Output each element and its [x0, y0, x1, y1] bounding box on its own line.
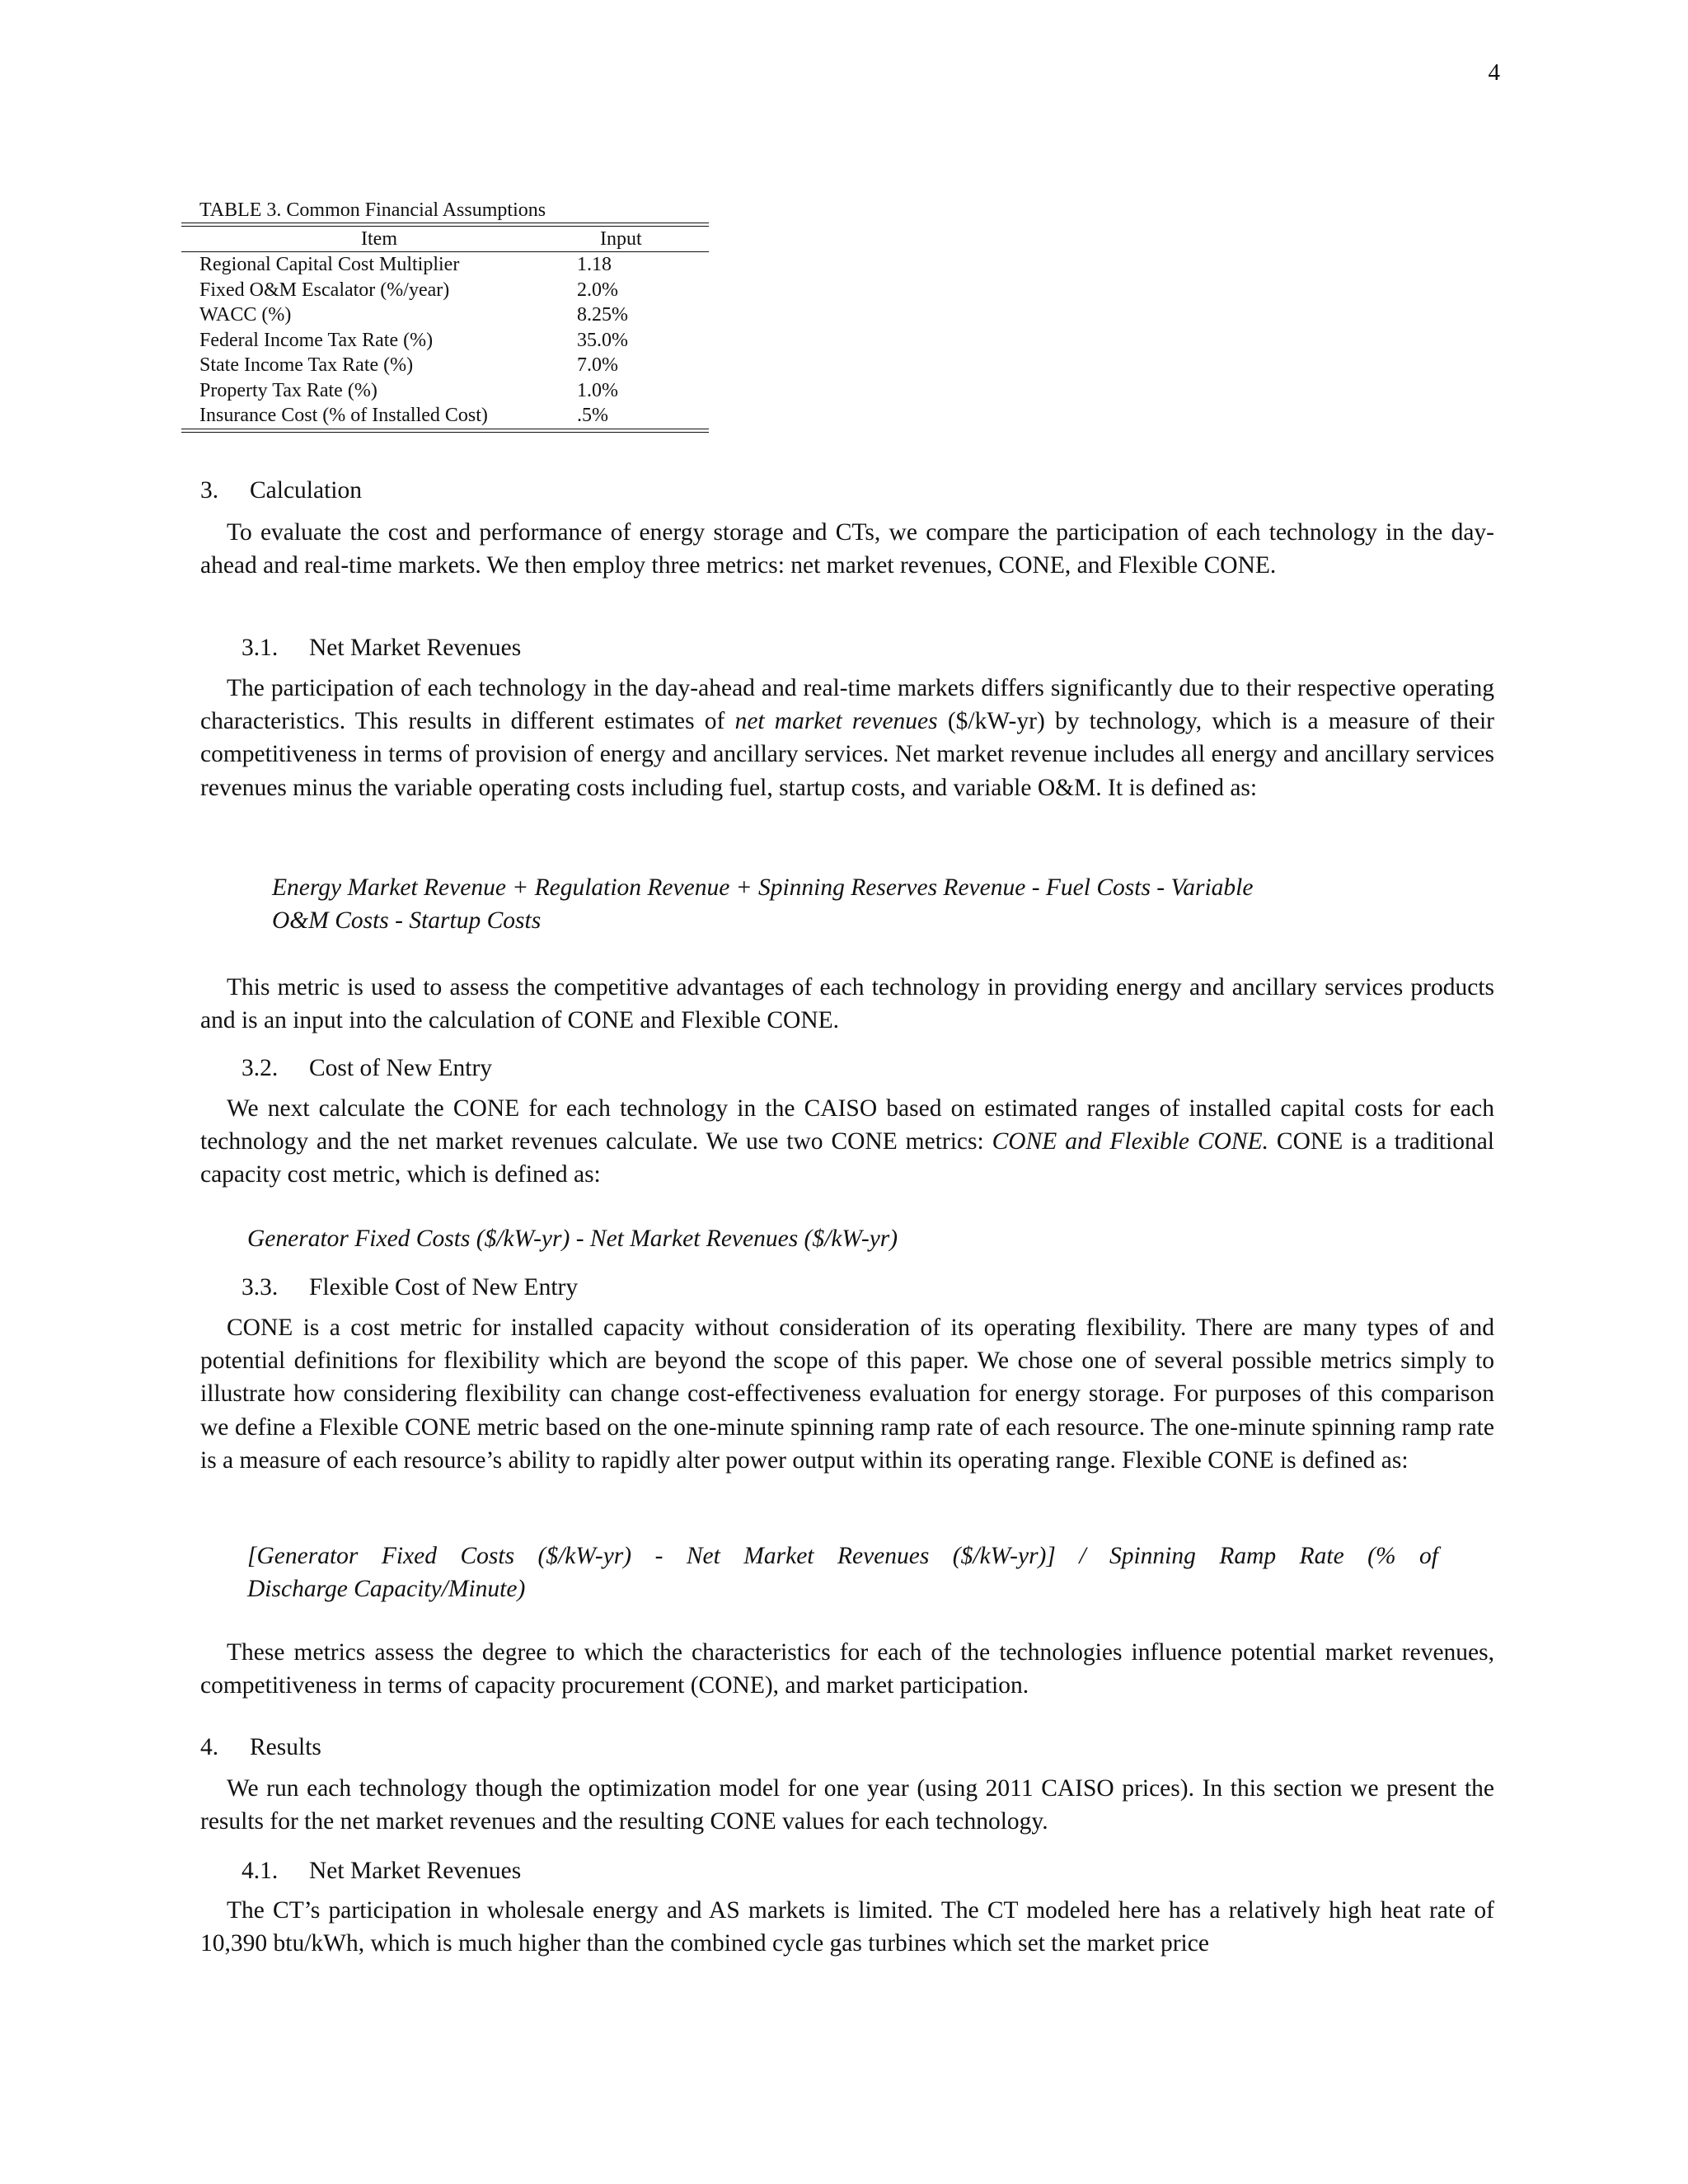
- row-item: State Income Tax Rate (%): [199, 354, 414, 376]
- row-item: Fixed O&M Escalator (%/year): [199, 279, 450, 301]
- row-input: 8.25%: [577, 304, 628, 326]
- row-item: Regional Capital Cost Multiplier: [199, 254, 460, 275]
- table-row: [181, 403, 709, 429]
- section-3-3-paragraph-2: These metrics assess the degree to which the characteristics for each of the technologies influence potential market revenues, competitiveness in terms of capacity procurement (CONE), and market participation.: [200, 1639, 1494, 1699]
- section-4-paragraph: We run each technology though the optimization model for one year (using 2011 CAISO prices). In this section we present the results for the net market revenues and the resulting CONE values for each technology.: [200, 1775, 1494, 1835]
- table-row: [181, 252, 709, 278]
- section-3-2-paragraph: We next calculate the CONE for each technology in the CAISO based on estimated ranges of installed capital costs for each technology and the net market revenues calculate. We use two CONE metrics: CONE and Flexible CONE. CONE is a traditional capacity cost metric, which is defined as:: [200, 1095, 1494, 1188]
- section-heading-3-3: 3.3. Flexible Cost of New Entry: [241, 1274, 579, 1301]
- net-market-revenue-equation: Energy Market Revenue + Regulation Revenue + Spinning Reserves Revenue - Fuel Costs - Variable O&M Costs - Startup Costs: [272, 874, 1254, 935]
- row-item: Property Tax Rate (%): [199, 379, 377, 401]
- table-caption: TABLE 3. Common Financial Assumptions: [199, 199, 546, 221]
- row-input: 1.18: [577, 254, 612, 275]
- row-input: .5%: [577, 405, 608, 426]
- cone-equation: Generator Fixed Costs ($/kW-yr) - Net Market Revenues ($/kW-yr): [247, 1226, 898, 1252]
- section-heading-4: 4. Results: [200, 1734, 321, 1760]
- page-number: 4: [1488, 59, 1500, 86]
- table-row: [181, 278, 709, 303]
- row-input: 1.0%: [577, 379, 618, 401]
- table-row: [181, 378, 709, 404]
- table-row: [181, 328, 709, 354]
- section-heading-4-1: 4.1. Net Market Revenues: [241, 1858, 522, 1884]
- row-input: 7.0%: [577, 354, 618, 376]
- table-header-row: [181, 227, 709, 252]
- section-3-3-paragraph: CONE is a cost metric for installed capacity without consideration of its operating flexibility. There are many types of and potential definitions for flexibility which are beyond the scope of this paper. We chose one of several possible metrics simply to illustrate how considering flexibility can change cost-effectiveness evaluation for energy storage. For purposes of this comparison we define a Flexible CONE metric based on the one-minute spinning ramp rate of each resource. The one-minute spinning ramp rate is a measure of each resource’s ability to rapidly alter power output within its operating range. Flexible CONE is defined as:: [200, 1315, 1494, 1474]
- row-input: 35.0%: [577, 329, 628, 351]
- financial-assumptions-table: [181, 198, 709, 433]
- table-row: [181, 353, 709, 378]
- row-item: Federal Income Tax Rate (%): [199, 329, 434, 351]
- row-item: Insurance Cost (% of Installed Cost): [199, 405, 488, 426]
- section-4-1-paragraph: The CT’s participation in wholesale energy and AS markets is limited. The CT modeled here has a relatively high heat rate of 10,390 btu/kWh, which is much higher than the combined cycle gas turbines which set the market price: [200, 1897, 1494, 1957]
- table-row: [181, 302, 709, 328]
- row-item: WACC (%): [199, 304, 292, 326]
- section-3-1-paragraph: The participation of each technology in the day-ahead and real-time markets differs significantly due to their respective operating characteristics. This results in different estimates of net market revenues ($/kW-yr) by technology, which is a measure of their competitiveness in terms of provision of energy and ancillary services. Net market revenue includes all energy and ancillary services revenues minus the variable operating costs including fuel, startup costs, and variable O&M. It is defined as:: [200, 675, 1495, 801]
- table-body: [181, 227, 709, 429]
- section-heading-3-1: 3.1. Net Market Revenues: [241, 635, 522, 661]
- header-item: Item: [361, 228, 397, 250]
- section-3-paragraph: To evaluate the cost and performance of energy storage and CTs, we compare the participation of each technology in the day-ahead and real-time markets. We then employ three metrics: net market revenues, CONE, and Flexible CONE.: [200, 519, 1494, 579]
- header-input: Input: [600, 228, 642, 250]
- section-3-1-paragraph-2: This metric is used to assess the competitive advantages of each technology in providing energy and ancillary services products and is an input into the calculation of CONE and Flexible CONE.: [200, 974, 1494, 1034]
- section-heading-3-2: 3.2. Cost of New Entry: [241, 1055, 493, 1081]
- row-input: 2.0%: [577, 279, 618, 301]
- section-heading-3: 3. Calculation: [200, 477, 362, 504]
- flexible-cone-equation: [Generator Fixed Costs ($/kW-yr) - Net Market Revenues ($/kW-yr)] / Spinning Ramp Rate (% of Discharge Capacity/Minute): [247, 1543, 1438, 1603]
- table-bottom-rule: [181, 429, 709, 433]
